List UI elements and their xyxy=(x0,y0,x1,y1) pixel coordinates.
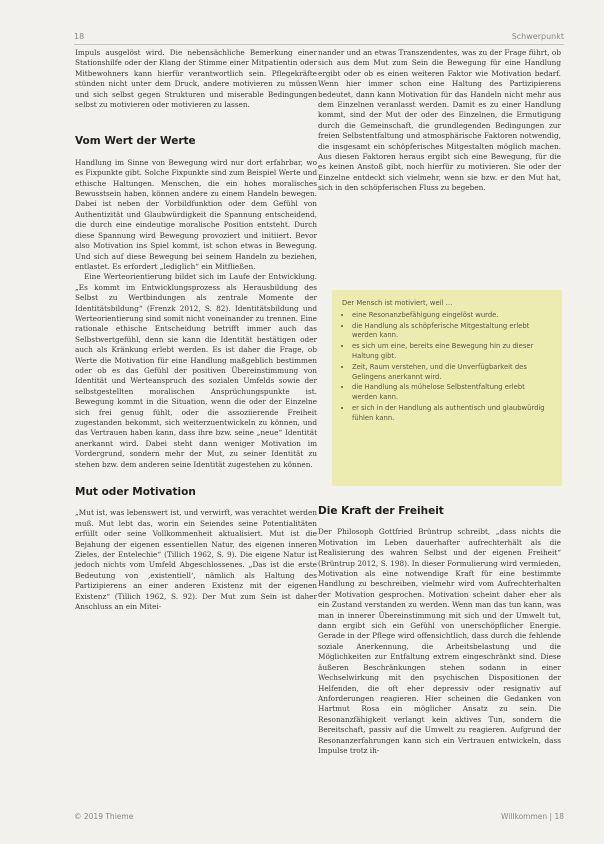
list-item: • die Handlung als mühelose Selbstentfaltung erlebt werden kann. xyxy=(352,383,552,403)
info-box-list xyxy=(342,311,552,424)
paragraph: Der Philosoph Gottfried Brüntrup schreibt, „dass nichts die Motivation im Leben dauerhafter aufrechterhält als die Realisierung des wahren Selbst und der eigenen Freiheit“ (Brüntrup 2012, S. 198). In dieser Formulierung wird vermieden, Motivation als eine notwendige Kraft für eine bestimmte Handlung zu beschreiben, vielmehr wird vom Aufrechterhalten der Motivation gesprochen. Motivation scheint daher eher als ein Zustand verstanden zu werden. Wenn man das tun kann, was man in innerer Übereinstimmung mit sich und der Umwelt tut, dann ergibt sich ein Gefühl von unerschöpflicher Energie. Gerade in der Pflege wird offensichtlich, dass durch die fehlende soziale Anerkennung, die Arbeitsbelastung und die Möglichkeiten zur Entfaltung extrem eingeschränkt sind. Diese äußeren Beschränkungen stehen sodann in einer Wechselwirkung mit den psychischen Dispositionen der Helfenden, die oft eher depressiv oder resignativ auf Anforderungen reagieren. Hier scheinen die Gedanken von Hartmut Rosa ein möglicher Ansatz zu sein. Die Resonanzfähigkeit verlangt kein aktives Tun, sondern die Bereitschaft, passiv auf die Umwelt zu reagieren. Aufgrund der Resonanzerfahrungen kann sich ein Vertrauen entwickeln, dass Impulse trotz ih- xyxy=(318,527,561,755)
left-column xyxy=(75,48,317,613)
footer-right: Willkommen | 18 xyxy=(501,812,564,821)
right-column xyxy=(318,48,561,194)
page-header xyxy=(74,32,564,45)
list-item: • er sich in der Handlung als authentisch und glaubwürdig fühlen kann. xyxy=(352,404,552,424)
heading-kraft-der-freiheit: Die Kraft der Freiheit xyxy=(318,505,444,517)
list-item: • eine Resonanzbefähigung eingelöst wurde. xyxy=(352,311,552,321)
section-label: Schwerpunkt xyxy=(511,32,564,41)
right-column-lower xyxy=(318,506,561,756)
info-box-title: Der Mensch ist motiviert, weil … xyxy=(342,299,453,307)
page-number: 18 xyxy=(74,32,85,41)
paragraph: nander und an etwas Transzendentes, was zu der Frage führt, ob sich aus dem Mut zum Sein die Bewegung für eine Handlung ergibt oder ob es einen weiteren Faktor wie Motivation bedarf. Wenn hier immer schon eine Haltung des Partizipierens bedeutet, dann kann Motivation für das Handeln nicht mehr aus dem Einzelnen veranlasst werden. Damit es zu einer Handlung kommt, sind der Mut der oder des Einzelnen, die Ermutigung durch die Gemeinschaft, die grundlegenden Bedingungen zur freien Selbstentfaltung und atmosphärische Faktoren notwendig, die insgesamt ein schöpferisches Mitgestalten möglich machen. Aus diesen Faktoren heraus ergibt sich eine Bewegung, für die es keinen Anstoß gibt, noch hierfür zu motivieren. Sie oder der Einzelne entdeckt sich vielmehr, wenn sie bzw. er den Mut hat, sich in den schöpferischen Fluss zu begeben. xyxy=(318,48,561,193)
list-item: • die Handlung als schöpferische Mitgestaltung erlebt werden kann. xyxy=(352,322,552,342)
paragraph: „Mut ist, was lebenswert ist, und verwirft, was verachtet werden muß. Mut lebt das, worin ein Seiendes seine Potentialitäten erfüllt oder seine Vollkommenheit aktualisiert. Mut ist die Bejahung der eigenen essentiellen Natur, des eigenen inneren Zieles, der Entelechie“ (Tillich 1962, S. 9). Die eigene Natur ist jedoch nichts vom Umfeld Abgeschlossenes. „Das ist die erste Bedeutung von ‚existentiell‘, nämlich als Haltung des Partizipierens an einer anderen Existenz mit der eigenen Existenz“ (Tillich 1962, S. 92). Der Mut zum Sein ist daher Anschluss an ein Mitei- xyxy=(75,508,317,612)
info-box xyxy=(332,290,562,486)
list-item: • Zeit, Raum verstehen, und die Unverfügbarkeit des Gelingens anerkannt wird. xyxy=(352,363,552,383)
paragraph: Eine Werteorientierung bildet sich im Laufe der Entwicklung. „Es kommt im Entwicklungsprozess als Herausbildung des Selbst zu Wertbindungen als zentrale Momente der Identitätsbildung“ (Frenzk 2012, S. 82). Identitätsbildung und Werteorientierung sind somit nicht voneinander zu trennen. Eine rationale ethische Entscheidung betrifft immer auch das Selbstwertgefühl, denn sie kann die Identität bestätigen oder auch als Kränkung erlebt werden. Es ist daher die Frage, ob Werte die Motivation für eine Handlung maßgeblich bestimmen oder ob es das Gefühl der positiven Übereinstimmung von Identität und Werteanspruch des sozialen Umfelds sowie der selbstgestellten moralischen Ansprüchungspunkte ist. Bewegung kommt in die Situation, wenn die oder der Einzelne sich frei genug fühlt, oder die assoziierende Freiheit zugestanden bekommt, sich weiterzuentwickeln zu können, und das Vertrauen haben kann, dass ihre bzw. seine „neue“ Identität anerkannt wird. Dabei steht dann weniger Motivation im Vordergrund, sondern mehr der Mut, zu seiner Identität zu stehen bzw. dem anderen seine Identität zugestehen zu können. xyxy=(75,272,317,469)
paragraph: Handlung im Sinne von Bewegung wird nur dort erfahrbar, wo es Fixpunkte gibt. Solche Fixpunkte sind zum Beispiel Werte und ethische Haltungen. Menschen, die ein hohes moralisches Bewusstsein haben, können andere zu einem Handeln bewegen. Dabei ist neben der Vorbildfunktion oder dem Gefühl von Authentizität und Glaubwürdigkeit die Spannung entscheidend, die durch eine eindeutige moralische Position entsteht. Durch diese Spannung wird Bewegung provoziert und initiiert. Bevor also Motivation ins Spiel kommt, ist schon etwas in Bewegung. Und sich auf diese Bewegung bei seinem Handeln zu beziehen, entlastet. Es erfordert „lediglich“ ein Mitfließen. xyxy=(75,157,317,271)
copyright: © 2019 Thieme xyxy=(74,812,134,821)
heading-mut-oder-motivation: Mut oder Motivation xyxy=(75,486,196,499)
intro-paragraph: Impuls ausgelöst wird. Die nebensächliche Bemerkung einer Stationshilfe oder der Klang der Stimme einer Mitpatientin oder Mitbewohners kann hierfür verantwortlich sein. Pflegekräfte stünden nicht unter dem Druck, andere motivieren zu müssen und sich selbst gegen Strukturen und miserable Bedingungen selbst zu motivieren oder motivieren zu lassen. xyxy=(75,48,317,110)
heading-wert-der-werte: Vom Wert der Werte xyxy=(75,135,196,148)
list-item: • es sich um eine, bereits eine Bewegung hin zu dieser Haltung gibt. xyxy=(352,342,552,362)
